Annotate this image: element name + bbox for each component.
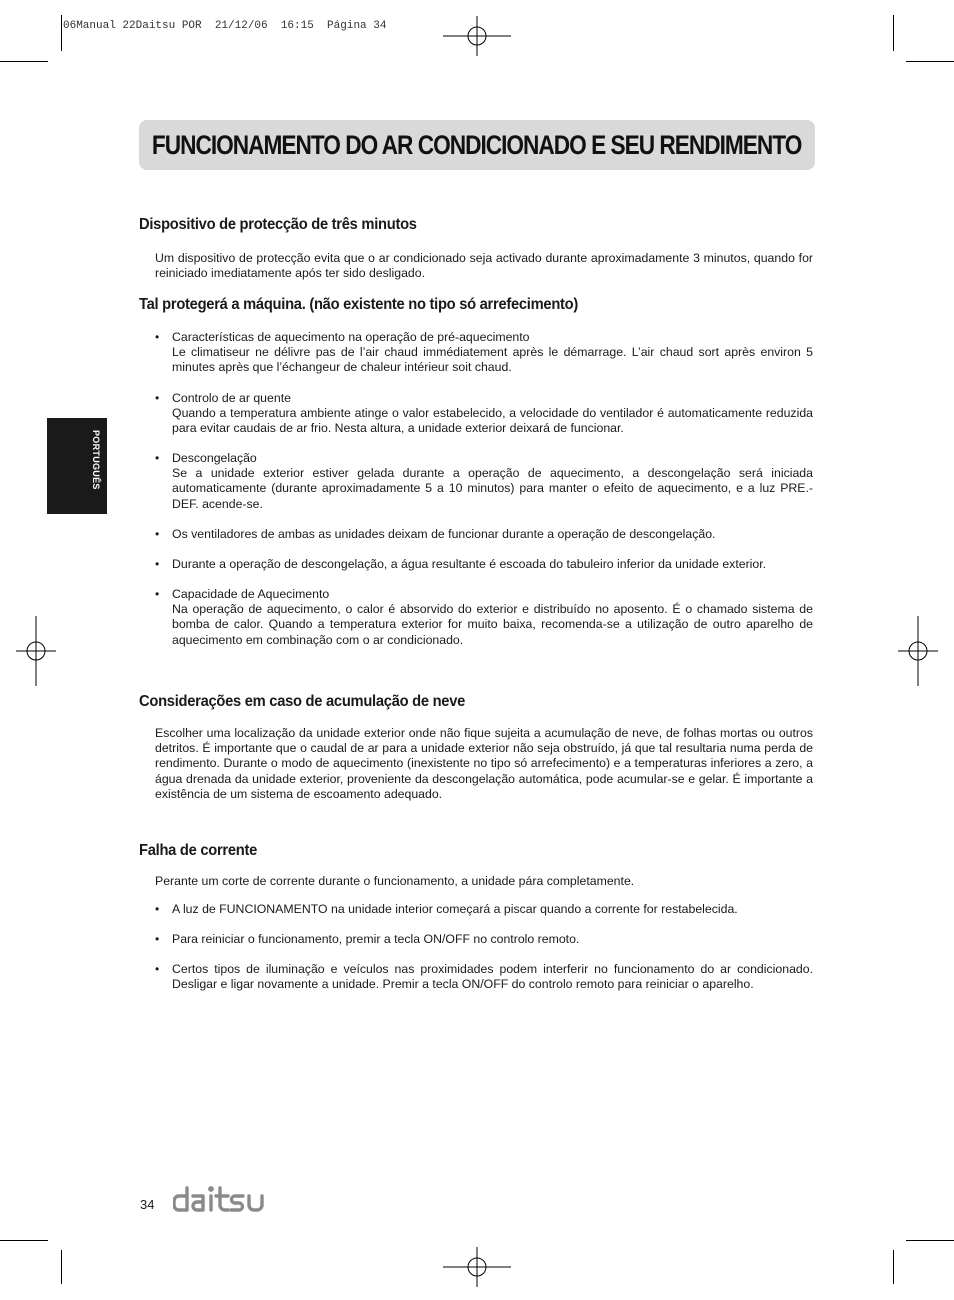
- list-item-title: A luz de FUNCIONAMENTO na unidade interior começará a piscar quando a corrente for restabelecida.: [172, 902, 738, 916]
- daitsu-logo: [173, 1184, 269, 1214]
- registration-mark-left: [16, 616, 56, 686]
- list-item-title: Os ventiladores de ambas as unidades deixam de funcionar durante a operação de descongelação.: [172, 527, 716, 541]
- crop-mark: [0, 61, 48, 62]
- section-heading: Falha de corrente: [139, 842, 258, 859]
- list-item-text: Se a unidade exterior estiver gelada durante a operação de aquecimento, a descongelação será iniciada automaticamente (durante aproximadamente 5 a 10 minutos) para manter o efeito de aquecimento, e a luz PRE.-DEF. acende-se.: [172, 466, 813, 511]
- bullet-icon: •: [155, 902, 160, 916]
- crop-mark: [893, 1250, 894, 1284]
- list-item-title: Certos tipos de iluminação e veículos nas proximidades podem interferir no funcionamento do ar condicionado. Desligar e ligar novamente a unidade. Premir a tecla ON/OFF do controlo remoto para reiniciar o aparelho.: [172, 962, 813, 992]
- page-number: 34: [140, 1197, 155, 1212]
- list-item: [155, 451, 813, 512]
- section-paragraph: Um dispositivo de protecção evita que o ar condicionado seja activado durante aproximadamente 3 minutos, quando for reiniciado imediatamente após ter sido desligado.: [155, 251, 813, 281]
- crop-mark: [61, 1250, 62, 1284]
- list-item-text: Quando a temperatura ambiente atinge o valor estabelecido, a velocidade do ventilador é automaticamente reduzida para evitar caudais de ar frio. Nesta altura, a unidade exterior deixará de funcionar.: [172, 406, 813, 436]
- registration-mark-bottom: [443, 1247, 511, 1287]
- crop-mark: [906, 61, 954, 62]
- list-item: [155, 391, 813, 437]
- bullet-icon: •: [155, 330, 160, 344]
- crop-mark: [0, 1240, 48, 1241]
- list-item: [155, 527, 813, 542]
- registration-mark-right: [898, 616, 938, 686]
- crop-mark: [893, 15, 894, 51]
- section-heading: Dispositivo de protecção de três minutos: [139, 216, 417, 233]
- list-item-text: Le climatiseur ne délivre pas de l’air chaud immédiatement après le démarrage. L’air chaud sort après environ 5 minutes après que l’échangeur de chaleur intérieur soit chaud.: [172, 345, 813, 375]
- crop-mark: [61, 15, 62, 51]
- print-meta: 06Manual 22Daitsu POR 21/12/06 16:15 Página 34: [63, 20, 387, 32]
- page-title: FUNCIONAMENTO DO AR CONDICIONADO E SEU RENDIMENTO: [152, 129, 802, 160]
- bullet-icon: •: [155, 932, 160, 946]
- page-title-bar: [139, 120, 815, 170]
- list-item-title: Durante a operação de descongelação, a água resultante é escoada do tabuleiro inferior da unidade exterior.: [172, 557, 767, 571]
- list-item: [155, 932, 813, 947]
- section-paragraph: Perante um corte de corrente durante o funcionamento, a unidade pára completamente.: [155, 874, 635, 888]
- list-item-title: Características de aquecimento na operação de pré-aquecimento: [172, 330, 530, 344]
- list-item: [155, 962, 813, 992]
- section-heading: Considerações em caso de acumulação de neve: [139, 693, 466, 710]
- list-item-title: Para reiniciar o funcionamento, premir a tecla ON/OFF no controlo remoto.: [172, 932, 580, 946]
- bullet-icon: •: [155, 527, 160, 541]
- list-item: [155, 330, 813, 376]
- list-item: [155, 902, 813, 917]
- registration-mark-top: [443, 16, 511, 56]
- bullet-icon: •: [155, 587, 160, 601]
- bullet-icon: •: [155, 962, 160, 976]
- language-tab-label: PORTUGUÊS: [91, 430, 101, 490]
- crop-mark: [906, 1240, 954, 1241]
- list-item: [155, 557, 813, 572]
- list-item-title: Controlo de ar quente: [172, 391, 291, 405]
- language-tab: [47, 418, 107, 514]
- list-item-title: Capacidade de Aquecimento: [172, 587, 330, 601]
- bullet-icon: •: [155, 557, 160, 571]
- section-paragraph: Escolher uma localização da unidade exterior onde não fique sujeita a acumulação de neve, de folhas mortas ou outros detritos. É importante que o caudal de ar para a unidade exterior não seja obstruído, já que tal resultaria numa perda de rendimento. Durante o modo de aquecimento (inexistente no tipo só arrefecimento) e a temperaturas inferiores a zero, a água drenada da unidade exterior, proveniente da descongelação automática, pode acumular-se e gelar. É importante a existência de um sistema de escoamento adequado.: [155, 726, 813, 801]
- list-item-text: Na operação de aquecimento, o calor é absorvido do exterior e distribuído no aposento. É o chamado sistema de bomba de calor. Quando a temperatura exterior for muito baixa, recomenda-se a utilização de outro aparelho de aquecimento em combinação com o ar condicionado.: [172, 602, 813, 647]
- bullet-icon: •: [155, 391, 160, 405]
- bullet-icon: •: [155, 451, 160, 465]
- list-item-title: Descongelação: [172, 451, 257, 465]
- section-heading: Tal protegerá a máquina. (não existente no tipo só arrefecimento): [139, 296, 579, 313]
- list-item: [155, 587, 813, 648]
